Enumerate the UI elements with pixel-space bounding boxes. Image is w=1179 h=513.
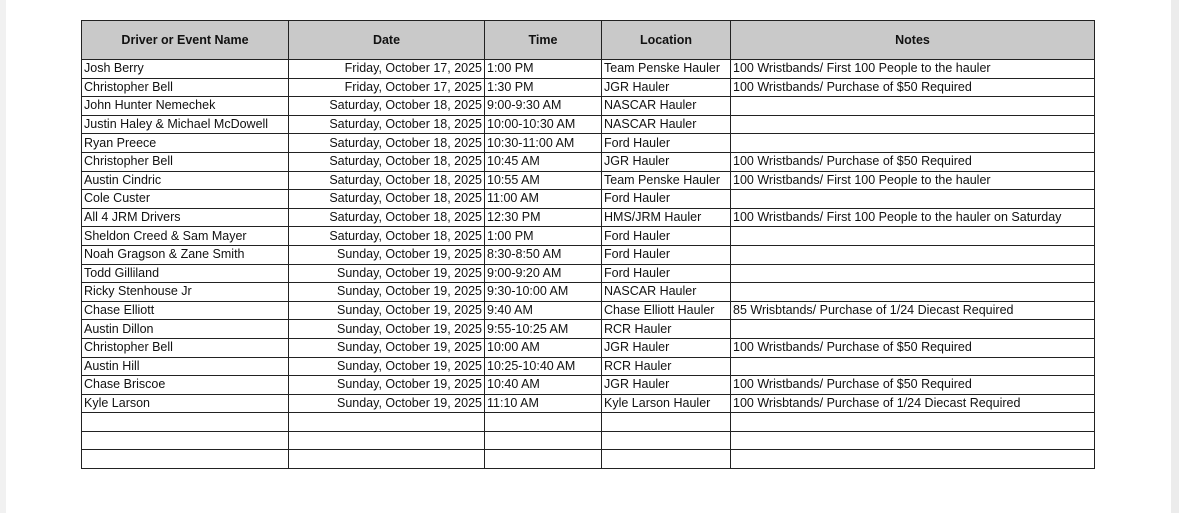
date-cell: Sunday, October 19, 2025 [289,376,485,395]
time-cell: 9:30-10:00 AM [485,283,602,302]
time-cell: 9:40 AM [485,301,602,320]
driver-cell: Christopher Bell [82,78,289,97]
location-cell: JGR Hauler [602,376,731,395]
time-cell-empty [485,450,602,469]
table-row [82,152,1095,171]
driver-cell: Cole Custer [82,190,289,209]
table-row [82,115,1095,134]
date-cell-empty [289,450,485,469]
empty-table-row [82,431,1095,450]
time-cell: 9:00-9:30 AM [485,97,602,116]
notes-cell-empty [731,450,1095,469]
driver-cell: Austin Cindric [82,171,289,190]
table-row [82,245,1095,264]
notes-cell [731,97,1095,116]
location-cell: NASCAR Hauler [602,115,731,134]
driver-cell: Christopher Bell [82,152,289,171]
location-cell: Ford Hauler [602,264,731,283]
table-row [82,394,1095,413]
date-cell: Saturday, October 18, 2025 [289,97,485,116]
time-cell-empty [485,413,602,432]
location-cell: RCR Hauler [602,357,731,376]
driver-cell: All 4 JRM Drivers [82,208,289,227]
location-cell-empty [602,450,731,469]
time-cell: 12:30 PM [485,208,602,227]
driver-cell: John Hunter Nemechek [82,97,289,116]
notes-cell: 100 Wristbands/ First 100 People to the hauler [731,171,1095,190]
table-row [82,227,1095,246]
notes-cell-empty [731,431,1095,450]
location-cell: Ford Hauler [602,245,731,264]
page-right-edge [1171,0,1179,513]
table-row [82,134,1095,153]
table-row [82,97,1095,116]
date-cell: Friday, October 17, 2025 [289,78,485,97]
location-cell: Ford Hauler [602,134,731,153]
table-row [82,357,1095,376]
date-cell: Saturday, October 18, 2025 [289,208,485,227]
driver-cell: Chase Elliott [82,301,289,320]
date-cell: Saturday, October 18, 2025 [289,227,485,246]
time-cell: 1:30 PM [485,78,602,97]
date-cell: Saturday, October 18, 2025 [289,171,485,190]
location-cell: HMS/JRM Hauler [602,208,731,227]
date-cell: Sunday, October 19, 2025 [289,301,485,320]
notes-cell [731,227,1095,246]
table-row [82,60,1095,79]
table-row [82,320,1095,339]
time-cell: 10:00-10:30 AM [485,115,602,134]
location-cell: Team Penske Hauler [602,171,731,190]
header-driver: Driver or Event Name [82,21,289,60]
date-cell: Sunday, October 19, 2025 [289,283,485,302]
notes-cell [731,190,1095,209]
location-cell: JGR Hauler [602,338,731,357]
location-cell-empty [602,413,731,432]
time-cell: 11:10 AM [485,394,602,413]
date-cell-empty [289,431,485,450]
driver-cell: Christopher Bell [82,338,289,357]
driver-cell: Sheldon Creed & Sam Mayer [82,227,289,246]
date-cell: Sunday, October 19, 2025 [289,338,485,357]
driver-cell: Kyle Larson [82,394,289,413]
notes-cell-empty [731,413,1095,432]
table-row [82,208,1095,227]
table-row [82,338,1095,357]
date-cell: Saturday, October 18, 2025 [289,134,485,153]
table-row [82,376,1095,395]
location-cell: JGR Hauler [602,78,731,97]
location-cell: Ford Hauler [602,227,731,246]
notes-cell [731,264,1095,283]
notes-cell: 100 Wristbands/ Purchase of $50 Required [731,376,1095,395]
time-cell: 10:30-11:00 AM [485,134,602,153]
header-time: Time [485,21,602,60]
time-cell: 10:55 AM [485,171,602,190]
time-cell-empty [485,431,602,450]
notes-cell: 100 Wristbands/ Purchase of $50 Required [731,338,1095,357]
time-cell: 8:30-8:50 AM [485,245,602,264]
table-row [82,171,1095,190]
date-cell: Saturday, October 18, 2025 [289,115,485,134]
date-cell: Friday, October 17, 2025 [289,60,485,79]
notes-cell: 85 Wrisbtands/ Purchase of 1/24 Diecast Required [731,301,1095,320]
notes-cell: 100 Wristbands/ First 100 People to the hauler on Saturday [731,208,1095,227]
notes-cell [731,283,1095,302]
location-cell-empty [602,431,731,450]
date-cell: Sunday, October 19, 2025 [289,320,485,339]
table-row [82,301,1095,320]
time-cell: 10:25-10:40 AM [485,357,602,376]
driver-cell: Austin Hill [82,357,289,376]
driver-cell: Chase Briscoe [82,376,289,395]
time-cell: 9:00-9:20 AM [485,264,602,283]
date-cell: Sunday, October 19, 2025 [289,357,485,376]
table-row [82,190,1095,209]
table-row [82,283,1095,302]
driver-cell: Todd Gilliland [82,264,289,283]
notes-cell: 100 Wristbands/ Purchase of $50 Required [731,78,1095,97]
location-cell: JGR Hauler [602,152,731,171]
time-cell: 10:45 AM [485,152,602,171]
location-cell: Team Penske Hauler [602,60,731,79]
table-row [82,78,1095,97]
location-cell: Chase Elliott Hauler [602,301,731,320]
table-row [82,264,1095,283]
driver-cell: Ryan Preece [82,134,289,153]
location-cell: Ford Hauler [602,190,731,209]
time-cell: 10:00 AM [485,338,602,357]
location-cell: RCR Hauler [602,320,731,339]
header-notes: Notes [731,21,1095,60]
notes-cell [731,115,1095,134]
header-row [82,21,1095,60]
notes-cell [731,357,1095,376]
header-date: Date [289,21,485,60]
location-cell: NASCAR Hauler [602,283,731,302]
date-cell: Sunday, October 19, 2025 [289,394,485,413]
notes-cell: 100 Wrisbtands/ Purchase of 1/24 Diecast Required [731,394,1095,413]
time-cell: 1:00 PM [485,227,602,246]
date-cell-empty [289,413,485,432]
notes-cell: 100 Wristbands/ First 100 People to the hauler [731,60,1095,79]
time-cell: 1:00 PM [485,60,602,79]
driver-cell: Ricky Stenhouse Jr [82,283,289,302]
notes-cell: 100 Wristbands/ Purchase of $50 Required [731,152,1095,171]
page-left-edge [0,0,6,513]
driver-cell-empty [82,450,289,469]
driver-cell: Josh Berry [82,60,289,79]
header-location: Location [602,21,731,60]
date-cell: Sunday, October 19, 2025 [289,245,485,264]
notes-cell [731,320,1095,339]
time-cell: 9:55-10:25 AM [485,320,602,339]
empty-table-row [82,413,1095,432]
driver-cell: Austin Dillon [82,320,289,339]
driver-cell: Noah Gragson & Zane Smith [82,245,289,264]
driver-cell-empty [82,431,289,450]
time-cell: 11:00 AM [485,190,602,209]
date-cell: Saturday, October 18, 2025 [289,152,485,171]
time-cell: 10:40 AM [485,376,602,395]
empty-table-row [82,450,1095,469]
notes-cell [731,245,1095,264]
location-cell: NASCAR Hauler [602,97,731,116]
driver-cell: Justin Haley & Michael McDowell [82,115,289,134]
driver-cell-empty [82,413,289,432]
date-cell: Saturday, October 18, 2025 [289,190,485,209]
date-cell: Sunday, October 19, 2025 [289,264,485,283]
notes-cell [731,134,1095,153]
appearance-schedule-table [81,20,1095,469]
location-cell: Kyle Larson Hauler [602,394,731,413]
